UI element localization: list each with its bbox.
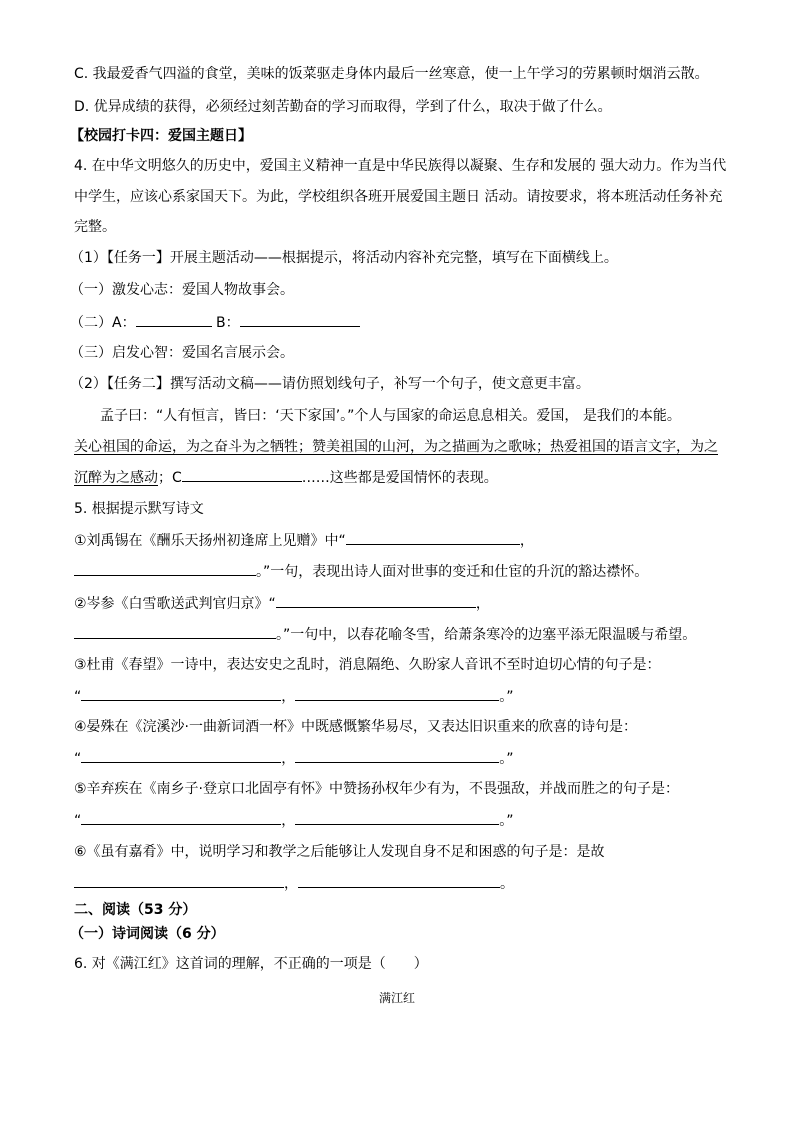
q5-title: 5. 根据提示默写诗文 [74,501,204,517]
underlined-sentence-end: 沉醉为之感动 [74,470,158,486]
answer-blank-c[interactable] [182,467,302,482]
q4-paragraph-line-2: 关心祖国的命运，为之奋斗为之牺牲；赞美祖国的山河，为之描画为之歌咏；热爱祖国的语言文字，为之 [74,439,718,455]
period: 。 [500,876,514,892]
close-quote: 。” [499,689,514,705]
q5-item-2-line-2 [74,624,696,645]
option-c: C. 我最爱香气四溢的食堂，美味的饭菜驱走身体内最后一丝寒意，使一上午学习的劳累顿时烟消云散。 [74,66,709,82]
q4-item-two-b-label: B： [211,315,240,331]
q5-item-2-comma: ， [475,596,490,612]
close-quote: 。” [499,751,514,767]
q5-item-5-answer [74,810,514,831]
answer-blank-6a[interactable] [74,873,284,888]
comma: ， [281,689,296,705]
q4-item-two [70,312,360,333]
q5-item-5-prompt: ⑤辛弃疾在《南乡子·登京口北固亭有怀》中赞扬孙权年少有为，不畏强敌，并战而胜之的句子是： [74,781,679,797]
q5-item-2-tail: 。”一句中，以春花喻冬雪，给萧条寒冷的边塞平添无限温暖与希望。 [276,627,697,643]
q5-item-1-line-1 [74,530,534,551]
q4-paragraph-end: ……这些都是爱国情怀的表现。 [301,470,498,486]
answer-blank-2b[interactable] [74,624,276,639]
q4-task-1: （1）【任务一】开展主题活动——根据提示，将活动内容补充完整，填写在下面横线上。 [70,250,618,266]
q5-item-6-answer [74,873,514,894]
answer-blank-1a[interactable] [346,530,520,545]
poem-title: 满江红 [378,991,415,1005]
q5-item-2-line-1 [74,593,490,614]
section-2-heading: 二、阅读（53 分） [74,902,197,918]
q5-item-1-line-2 [74,561,648,582]
answer-blank-6b[interactable] [298,873,500,888]
open-quote: “ [74,751,82,767]
q5-item-1-tail: 。”一句，表现出诗人面对世事的变迁和仕宦的升沉的豁达襟怀。 [256,564,649,580]
q4-c-label: ；C [158,470,182,486]
answer-blank-5a[interactable] [81,810,281,825]
answer-blank-3b[interactable] [295,686,499,701]
answer-blank-5b[interactable] [295,810,499,825]
q4-line-1: 4. 在中华文明悠久的历史中，爱国主义精神一直是中华民族得以凝聚、生存和发展的 强大动力。作为当代 [74,158,727,174]
q4-line-2: 中学生，应该心系家国天下。为此，学校组织各班开展爱国主题日 活动。请按要求，将本班活动任务补充 [74,189,723,205]
answer-blank-1b[interactable] [74,561,256,576]
answer-blank-b[interactable] [240,312,360,327]
q4-paragraph-line-3 [74,467,498,488]
answer-blank-4b[interactable] [295,748,499,763]
q5-item-2-prompt: ②岑参《白雪歌送武判官归京》“ [74,596,276,612]
q6-prompt: 6. 对《满江红》这首词的理解，不正确的一项是（ ） [74,956,428,972]
q4-paragraph-line-1: 孟子曰：“人有恒言，皆曰：‘天下家国’。”个人与国家的命运息息相关。爱国， 是我们的本能。 [100,408,681,424]
q5-item-6-prompt: ⑥《虽有嘉肴》中，说明学习和教学之后能够让人发现自身不足和困惑的句子是：是故 [74,844,605,860]
q5-item-1-prompt: ①刘禹锡在《酬乐天扬州初逢席上见赠》中“ [74,533,346,549]
q5-item-1-comma: ， [519,533,534,549]
q4-line-3: 完整。 [74,219,116,235]
answer-blank-a[interactable] [136,312,212,327]
open-quote: “ [74,813,82,829]
q5-item-4-prompt: ④晏殊在《浣溪沙·一曲新词酒一杯》中既感慨繁华易尽，又表达旧识重来的欣喜的诗句是： [74,719,637,735]
answer-blank-2a[interactable] [276,593,476,608]
q4-item-three: （三）启发心智：爱国名言展示会。 [70,345,294,361]
close-quote: 。” [499,813,514,829]
q5-item-4-answer [74,748,514,769]
comma: ， [284,876,298,892]
q5-item-3-answer [74,686,514,707]
comma: ， [281,813,296,829]
answer-blank-4a[interactable] [81,748,281,763]
q4-task-2: （2）【任务二】撰写活动文稿——请仿照划线句子，补写一个句子，使文意更丰富。 [70,376,590,392]
option-d: D. 优异成绩的获得，必须经过刻苦勤奋的学习而取得，学到了什么，取决于做了什么。 [74,99,612,115]
comma: ， [281,751,296,767]
open-quote: “ [74,689,82,705]
q4-item-two-a-label: （二）A： [70,315,136,331]
q4-item-one: （一）激发心志：爱国人物故事会。 [70,282,294,298]
q5-item-3-prompt: ③杜甫《春望》一诗中，表达安史之乱时，消息隔绝、久盼家人音讯不至时迫切心情的句子是： [74,657,661,673]
section-2-1-heading: （一）诗词阅读（6 分） [70,926,225,942]
section-heading-4: 【校园打卡四：爱国主题日】 [70,128,252,144]
answer-blank-3a[interactable] [81,686,281,701]
